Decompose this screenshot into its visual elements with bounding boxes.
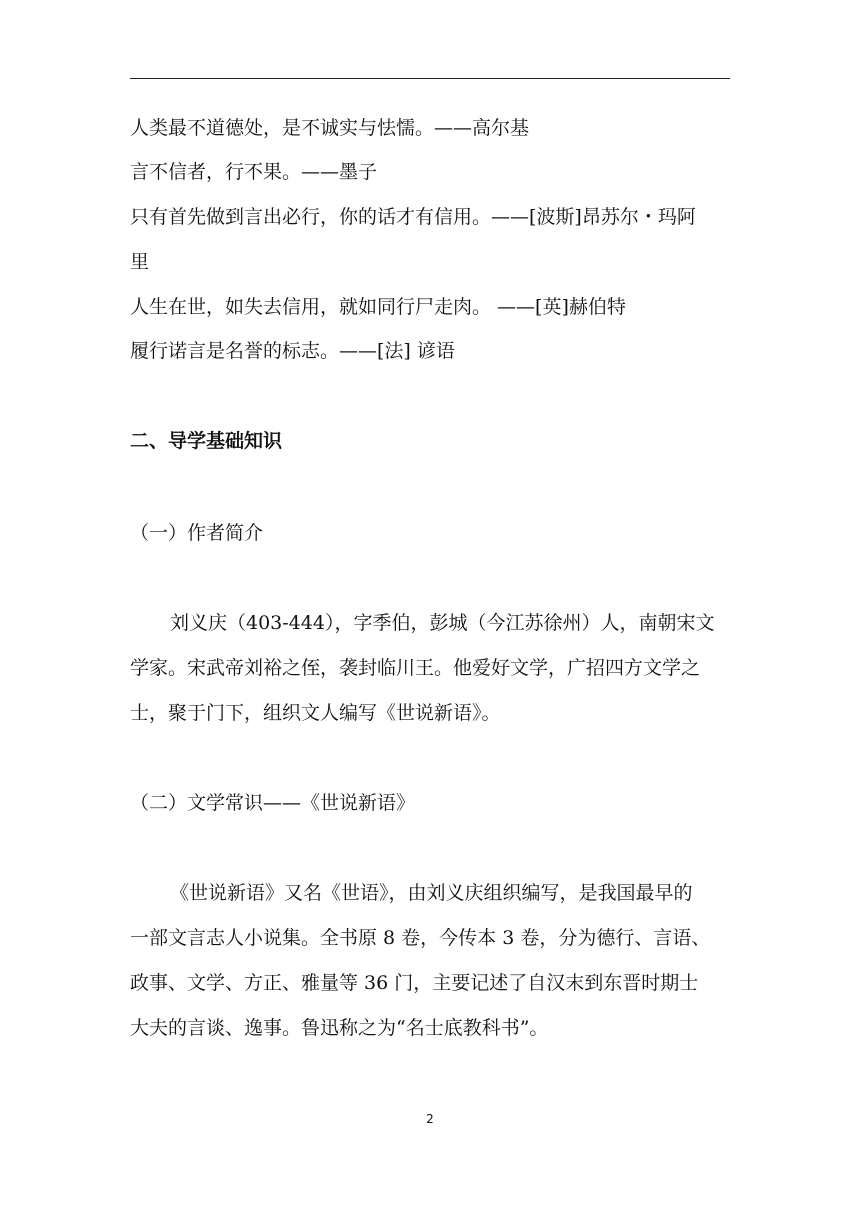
section-heading: 二、导学基础知识 [130, 430, 283, 452]
page-number: 2 [426, 1112, 434, 1126]
paragraph-line: 《世说新语》又名《世语》，由刘义庆组织编写，是我国最早的 [170, 882, 693, 904]
author-section-title: （一）作者简介 [130, 522, 264, 544]
paragraph-line: 士，聚于门下，组织文人编写《世说新语》。 [130, 702, 501, 724]
literature-section-title: （二）文学常识——《世说新语》 [130, 792, 416, 814]
paragraph-line: 政事、文学、方正、雅量等 36 门，主要记述了自汉末到东晋时期士 [130, 972, 699, 994]
quote-line: 里 [130, 251, 150, 273]
paragraph-line: 大夫的言谈、逸事。鲁迅称之为“名士底教科书”。 [130, 1017, 549, 1039]
quote-line: 人类最不道德处，是不诚实与怯懦。——高尔基 [130, 117, 530, 139]
quote-line: 人生在世，如失去信用，就如同行尸走肉。 ——[英]赫伯特 [130, 296, 626, 318]
paragraph-line: 学家。宋武帝刘裕之侄，袭封临川王。他爱好文学，广招四方文学之 [130, 657, 701, 679]
paragraph-line: 刘义庆（403-444），字季伯，彭城（今江苏徐州）人，南朝宋文 [170, 612, 715, 634]
quote-line: 只有首先做到言出必行，你的话才有信用。——[波斯]昂苏尔・玛阿 [130, 206, 696, 228]
quote-line: 履行诺言是名誉的标志。——[法] 谚语 [130, 340, 455, 362]
header-rule [130, 78, 730, 79]
paragraph-line: 一部文言志人小说集。全书原 8 卷，今传本 3 卷，分为德行、言语、 [130, 927, 711, 949]
quote-line: 言不信者，行不果。——墨子 [130, 161, 378, 183]
